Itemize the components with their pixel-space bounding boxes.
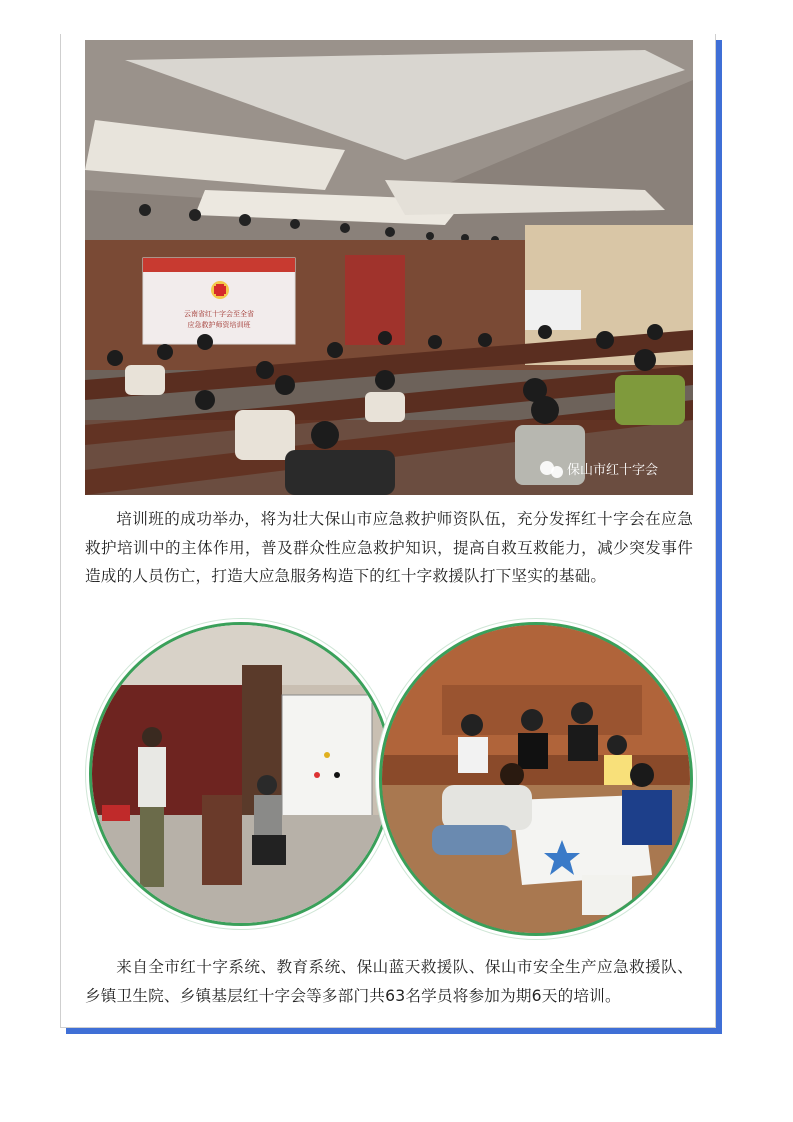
training-hall-photo bbox=[85, 40, 693, 495]
circle-photo-whiteboard bbox=[89, 622, 393, 926]
article-card bbox=[60, 34, 716, 1028]
slide-line2: 应急救护师资培训班 bbox=[187, 321, 251, 329]
watermark-text: 保山市红十字会 bbox=[567, 463, 659, 478]
paragraph-participants: 来自全市红十字系统、教育系统、保山蓝天救援队、保山市安全生产应急救援队、乡镇卫生院、乡镇基层红十字会等多部门共63名学员将参加为期6天的培训。 bbox=[85, 958, 693, 1005]
circle-photo-group-exercise bbox=[379, 622, 693, 936]
slide-line1: 云南省红十字会至全省 bbox=[184, 310, 254, 318]
paragraph-outcome: 培训班的成功举办，将为壮大保山市应急救护师资队伍，充分发挥红十字会在应急救护培训中的主体作用，普及群众性应急救护知识，提高自救互救能力，减少突发事件造成的人员伤亡，打造大应急服务构造下的红十字救援队打下坚实的基础。 bbox=[85, 510, 693, 585]
